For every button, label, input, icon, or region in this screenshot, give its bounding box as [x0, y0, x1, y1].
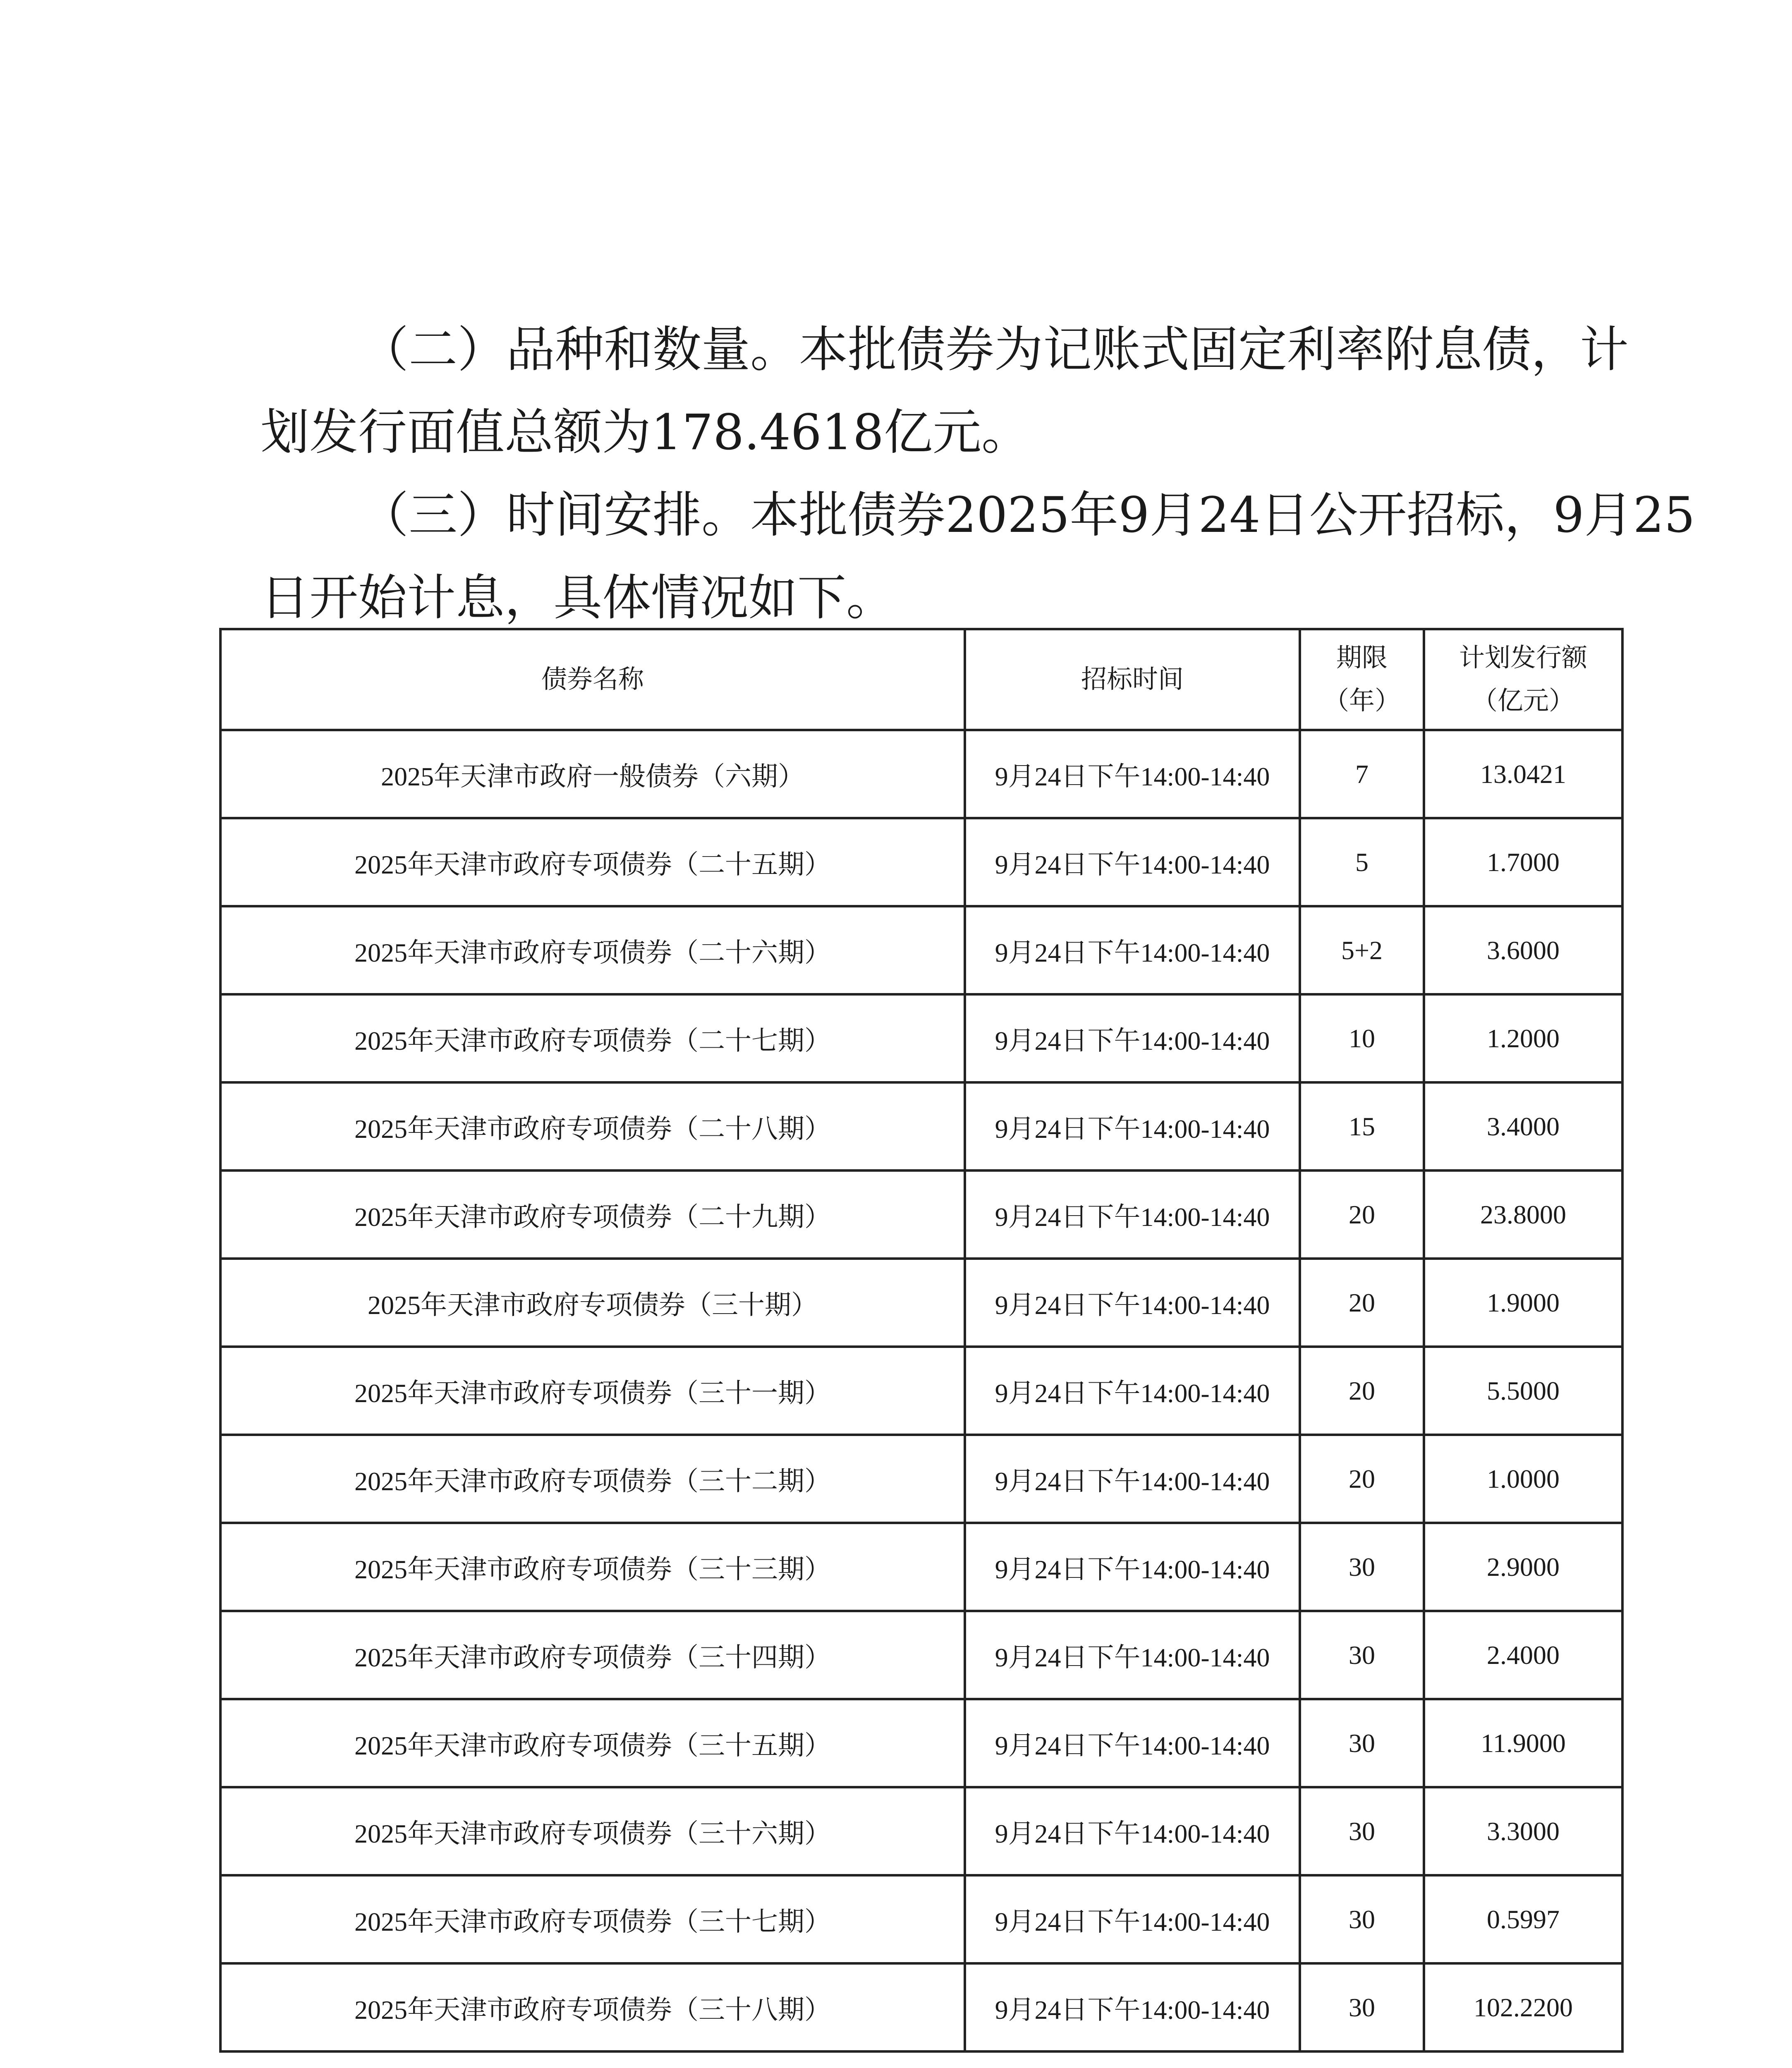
cell-tender-time: 9月24日下午14:00-14:40 [965, 1259, 1300, 1347]
paragraph-schedule-line2: 日开始计息，具体情况如下。 [261, 569, 895, 626]
table-body [220, 730, 1622, 2051]
cell-tender-time: 9月24日下午14:00-14:40 [965, 1170, 1300, 1259]
cell-bond-name: 2025年天津市政府专项债券（三十五期） [220, 1699, 965, 1787]
header-amount [1424, 629, 1622, 730]
paragraph-variety-quantity-line1: （二）品种和数量。本批债券为记账式固定利率附息债，计 [360, 321, 1629, 378]
cell-amount: 5.5000 [1424, 1347, 1622, 1435]
cell-term: 7 [1300, 730, 1424, 818]
cell-bond-name: 2025年天津市政府专项债券（二十七期） [220, 994, 965, 1082]
table-row [220, 1787, 1622, 1875]
table-header-row [220, 629, 1622, 730]
cell-term: 5 [1300, 818, 1424, 906]
table-row [220, 1347, 1622, 1435]
cell-amount: 0.5997 [1424, 1875, 1622, 1963]
cell-tender-time: 9月24日下午14:00-14:40 [965, 1082, 1300, 1170]
cell-term: 30 [1300, 1611, 1424, 1699]
cell-amount: 1.7000 [1424, 818, 1622, 906]
header-term-line2: （年） [1323, 687, 1400, 715]
paragraph-schedule-line1: （三）时间安排。本批债券2025年9月24日公开招标，9月25 [360, 486, 1695, 543]
cell-term: 20 [1300, 1259, 1424, 1347]
table-row [220, 906, 1622, 994]
cell-tender-time: 9月24日下午14:00-14:40 [965, 1435, 1300, 1523]
table-row [220, 1699, 1622, 1787]
cell-tender-time: 9月24日下午14:00-14:40 [965, 818, 1300, 906]
cell-term: 10 [1300, 994, 1424, 1082]
cell-bond-name: 2025年天津市政府专项债券（三十六期） [220, 1787, 965, 1875]
header-bond-name: 债券名称 [220, 629, 965, 730]
cell-amount: 11.9000 [1424, 1699, 1622, 1787]
cell-bond-name: 2025年天津市政府专项债券（二十九期） [220, 1170, 965, 1259]
cell-tender-time: 9月24日下午14:00-14:40 [965, 906, 1300, 994]
cell-term: 30 [1300, 1963, 1424, 2051]
cell-tender-time: 9月24日下午14:00-14:40 [965, 1611, 1300, 1699]
table-row [220, 1170, 1622, 1259]
cell-bond-name: 2025年天津市政府专项债券（三十二期） [220, 1435, 965, 1523]
cell-tender-time: 9月24日下午14:00-14:40 [965, 1875, 1300, 1963]
header-term [1300, 629, 1424, 730]
table-row [220, 1082, 1622, 1170]
cell-bond-name: 2025年天津市政府专项债券（三十八期） [220, 1963, 965, 2051]
cell-bond-name: 2025年天津市政府专项债券（三十三期） [220, 1523, 965, 1611]
cell-amount: 23.8000 [1424, 1170, 1622, 1259]
cell-tender-time: 9月24日下午14:00-14:40 [965, 1347, 1300, 1435]
cell-tender-time: 9月24日下午14:00-14:40 [965, 730, 1300, 818]
header-amount-line2: （亿元） [1471, 687, 1574, 715]
paragraph-variety-quantity-line2: 划发行面值总额为178.4618亿元。 [261, 404, 1031, 461]
bond-issuance-table [219, 628, 1624, 2053]
cell-term: 30 [1300, 1699, 1424, 1787]
table-row [220, 818, 1622, 906]
cell-bond-name: 2025年天津市政府专项债券（三十七期） [220, 1875, 965, 1963]
table-row [220, 1523, 1622, 1611]
table-row [220, 1435, 1622, 1523]
cell-term: 30 [1300, 1875, 1424, 1963]
cell-amount: 3.4000 [1424, 1082, 1622, 1170]
header-tender-time: 招标时间 [965, 629, 1300, 730]
table-row [220, 1963, 1622, 2051]
cell-amount: 1.9000 [1424, 1259, 1622, 1347]
cell-tender-time: 9月24日下午14:00-14:40 [965, 994, 1300, 1082]
cell-term: 20 [1300, 1347, 1424, 1435]
header-term-line1: 期限 [1336, 644, 1388, 672]
header-amount-line1: 计划发行额 [1459, 644, 1587, 672]
table-row [220, 730, 1622, 818]
cell-term: 15 [1300, 1082, 1424, 1170]
cell-tender-time: 9月24日下午14:00-14:40 [965, 1523, 1300, 1611]
table-row [220, 1875, 1622, 1963]
cell-amount: 1.0000 [1424, 1435, 1622, 1523]
cell-bond-name: 2025年天津市政府专项债券（二十八期） [220, 1082, 965, 1170]
cell-amount: 13.0421 [1424, 730, 1622, 818]
cell-amount: 3.3000 [1424, 1787, 1622, 1875]
table-row [220, 994, 1622, 1082]
cell-bond-name: 2025年天津市政府专项债券（二十五期） [220, 818, 965, 906]
cell-term: 30 [1300, 1787, 1424, 1875]
cell-tender-time: 9月24日下午14:00-14:40 [965, 1963, 1300, 2051]
cell-bond-name: 2025年天津市政府专项债券（三十期） [220, 1259, 965, 1347]
cell-tender-time: 9月24日下午14:00-14:40 [965, 1787, 1300, 1875]
cell-tender-time: 9月24日下午14:00-14:40 [965, 1699, 1300, 1787]
cell-amount: 2.4000 [1424, 1611, 1622, 1699]
table-row [220, 1611, 1622, 1699]
table-row [220, 1259, 1622, 1347]
cell-term: 20 [1300, 1170, 1424, 1259]
cell-amount: 2.9000 [1424, 1523, 1622, 1611]
cell-bond-name: 2025年天津市政府专项债券（三十四期） [220, 1611, 965, 1699]
cell-amount: 1.2000 [1424, 994, 1622, 1082]
cell-bond-name: 2025年天津市政府专项债券（三十一期） [220, 1347, 965, 1435]
cell-bond-name: 2025年天津市政府一般债券（六期） [220, 730, 965, 818]
cell-amount: 3.6000 [1424, 906, 1622, 994]
cell-amount: 102.2200 [1424, 1963, 1622, 2051]
cell-term: 5+2 [1300, 906, 1424, 994]
cell-term: 20 [1300, 1435, 1424, 1523]
cell-bond-name: 2025年天津市政府专项债券（二十六期） [220, 906, 965, 994]
cell-term: 30 [1300, 1523, 1424, 1611]
